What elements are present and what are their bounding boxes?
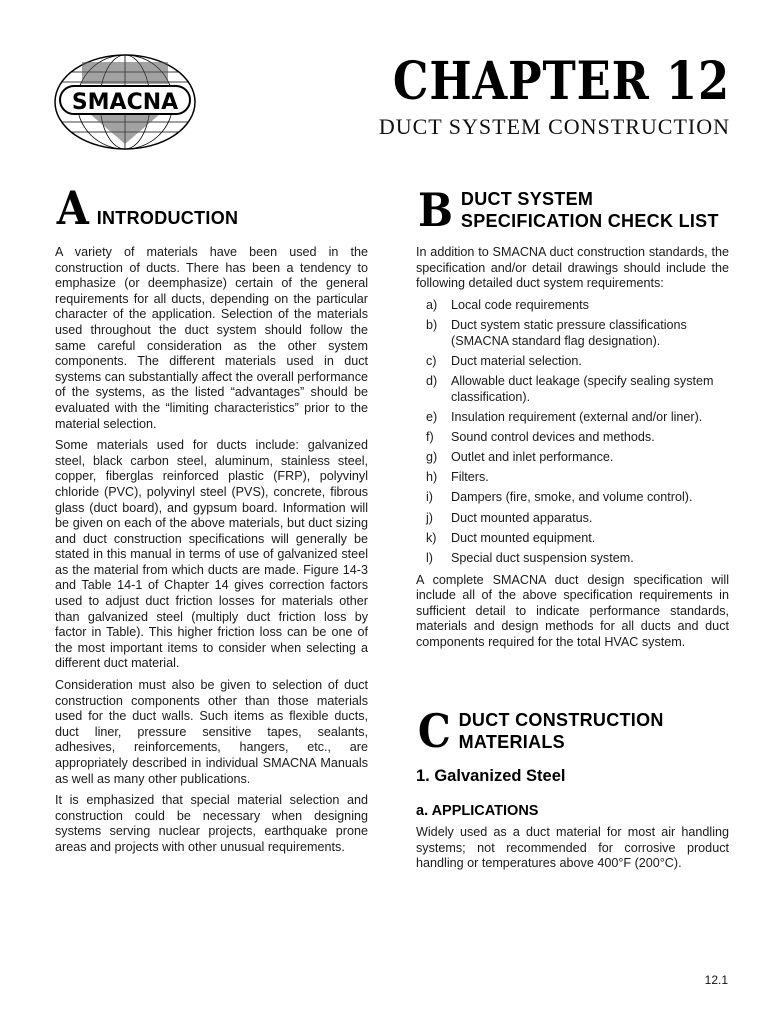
section-a-paragraph: It is emphasized that special material selection and construction could be necessary when designing systems serving nuclear projects, earthquake prone areas and projects with other unusual requirements. bbox=[55, 793, 368, 854]
applications-text: Widely used as a duct material for most air handling systems; not recommended for corrosive product handling or temperatures above 400°F (200°C). bbox=[416, 825, 729, 871]
galvanized-steel-heading: 1. Galvanized Steel bbox=[416, 767, 566, 785]
spec-check-list bbox=[416, 298, 729, 567]
chapter-subtitle: DUCT SYSTEM CONSTRUCTION bbox=[378, 114, 730, 139]
section-c-heading bbox=[416, 704, 664, 758]
section-a-title: INTRODUCTION bbox=[96, 208, 239, 228]
check-list-item: d) Allowable duct leakage (specify sealing system classification). bbox=[426, 373, 714, 404]
check-list-item: k) Duct mounted equipment. bbox=[426, 530, 596, 545]
section-a-letter: A bbox=[56, 181, 89, 235]
check-list-item: g) Outlet and inlet performance. bbox=[426, 450, 614, 465]
section-b-body bbox=[416, 245, 729, 657]
section-c-title-line2: MATERIALS bbox=[458, 732, 565, 752]
page-number: 12.1 bbox=[704, 973, 728, 987]
check-list-item: f) Sound control devices and methods. bbox=[426, 429, 655, 444]
check-list-item: c) Duct material selection. bbox=[426, 353, 582, 368]
smacna-logo-graphic bbox=[50, 52, 200, 152]
section-a-body bbox=[55, 245, 368, 862]
check-list-item: b) Duct system static pressure classifications (SMACNA standard flag designation). bbox=[426, 317, 687, 348]
logo-text: SMACNA bbox=[71, 90, 179, 115]
smacna-logo bbox=[50, 52, 200, 152]
section-c-letter: C bbox=[417, 704, 451, 758]
section-c-title bbox=[459, 709, 664, 753]
check-list-item: i) Dampers (fire, smoke, and volume control). bbox=[426, 490, 693, 505]
chapter-title: CHAPTER 12 bbox=[392, 51, 730, 112]
section-a-heading bbox=[55, 181, 239, 235]
check-list-item: l) Special duct suspension system. bbox=[426, 551, 634, 566]
section-b-intro: In addition to SMACNA duct construction standards, the specification and/or detail drawings should include the following detailed duct system requirements: bbox=[416, 245, 729, 291]
check-list-item: e) Insulation requirement (external and/or liner). bbox=[426, 409, 703, 424]
section-c-body bbox=[416, 825, 729, 878]
section-b-heading bbox=[416, 183, 719, 237]
check-list-item: h) Filters. bbox=[426, 470, 489, 485]
check-list-item: j) Duct mounted apparatus. bbox=[426, 510, 593, 525]
section-a-paragraph: Consideration must also be given to selection of duct construction components other than those materials used for the duct walls. Such items as flexible ducts, duct liner, pressure sensitive tapes, sealants, adhesives, reinforcements, hangers, etc., are appropriately described in individual SMACNA Manuals as well as many other publications. bbox=[55, 678, 368, 786]
section-b-title-line2: SPECIFICATION CHECK LIST bbox=[460, 211, 719, 231]
applications-heading: a. APPLICATIONS bbox=[416, 803, 539, 819]
section-b-title-line1: DUCT SYSTEM bbox=[460, 189, 594, 209]
check-list-item: a) Local code requirements bbox=[426, 297, 589, 312]
section-a-paragraph: A variety of materials have been used in the construction of ducts. There has been a tendency to emphasize (or deemphasize) certain of the general requirements for all ducts, depending on the particular character of the application. Selection of the materials used throughout the duct system should follow the same careful consideration as the other system components. The different materials used in duct systems can substantially affect the overall performance of the systems, as the listed “advantages” should be evaluated with the “limiting characteristics” prior to the material selection. bbox=[55, 245, 368, 431]
section-a-paragraph: Some materials used for ducts include: galvanized steel, black carbon steel, aluminum, stainless steel, copper, fiberglas reinforced plastic (FRP), polyvinyl chloride (PVC), polyvinyl steel (PVS), concrete, fibrous glass (duct board), and gypsum board. Information will be given on each of the above materials, but duct sizing and duct construction specifications will generally be stated in this manual in terms of use of galvanized steel as the material from which ducts are made. Figure 14-3 and Table 14-1 of Chapter 14 gives correction factors used to adjust duct friction losses for materials other than galvanized steel (multiply duct friction loss by factor in Table). This higher friction loss can be one of the most important items to consider when selecting a different duct material. bbox=[55, 438, 368, 671]
section-b-closing: A complete SMACNA duct design specification will include all of the above specification requirements in sufficient detail to indicate performance standards, materials and design methods for all ducts and duct components required for the total HVAC system. bbox=[416, 572, 729, 649]
section-b-title bbox=[461, 188, 719, 232]
section-c-title-line1: DUCT CONSTRUCTION bbox=[458, 710, 664, 730]
section-b-letter: B bbox=[417, 183, 453, 237]
